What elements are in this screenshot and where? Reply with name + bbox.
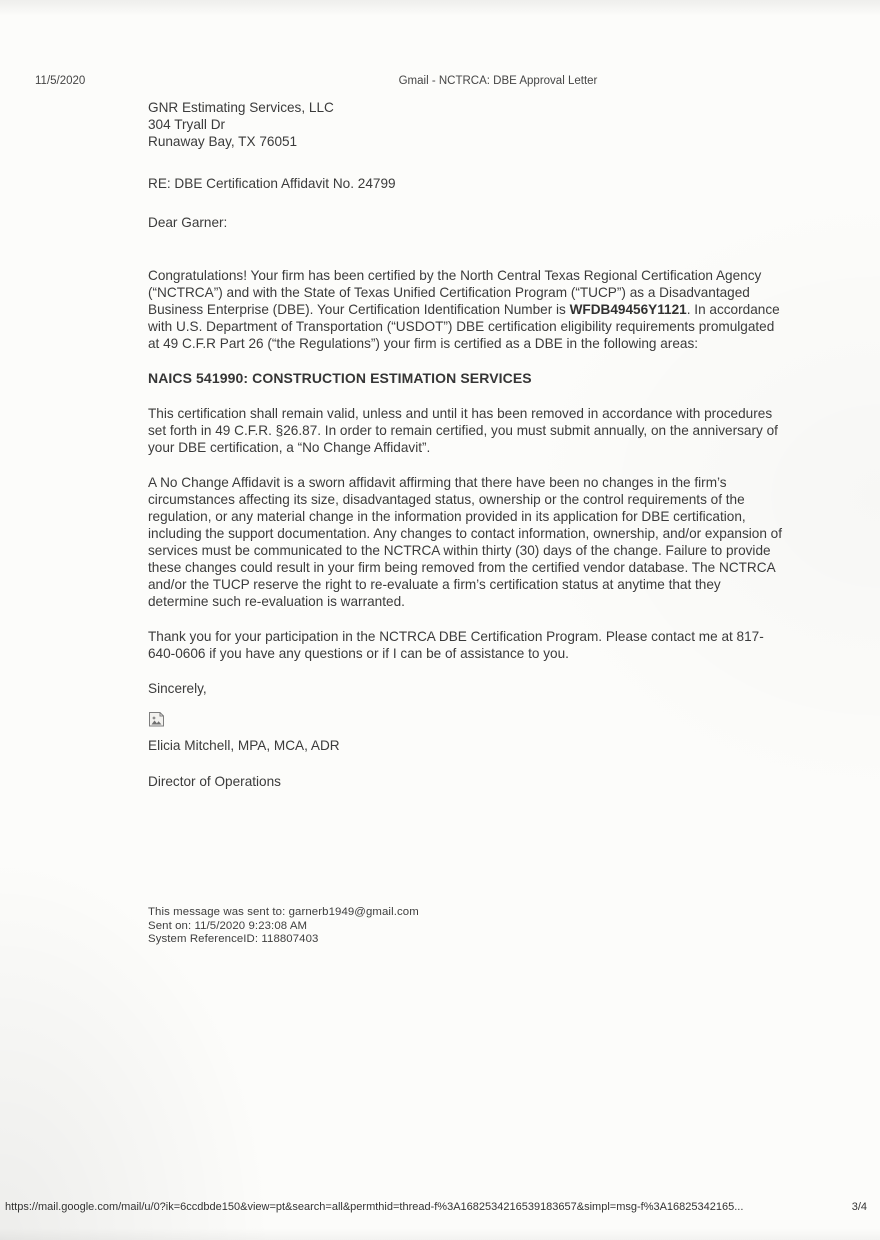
footer-page-number: 3/4	[851, 1201, 867, 1213]
re-line: RE: DBE Certification Affidavit No. 24799	[148, 176, 396, 191]
print-footer	[5, 1201, 867, 1213]
closing: Sincerely,	[148, 681, 207, 696]
meta-sent-on: Sent on: 11/5/2020 9:23:08 AM	[148, 919, 308, 932]
message-meta	[148, 906, 419, 947]
print-header	[0, 75, 880, 91]
broken-image-icon	[148, 711, 165, 732]
p1-text-before: Congratulations! Your firm has been certified by the North Central Texas Regional Certification Agency (“NCTRCA”) and with the State of Texas Unified Certification Program (“TUCP”) as a Disadvantaged Business Enterprise (DBE). Your Certification Identification Number is	[148, 268, 762, 317]
print-title: Gmail - NCTRCA: DBE Approval Letter	[398, 75, 598, 87]
signature-name: Elicia Mitchell, MPA, MCA, ADR	[148, 738, 340, 753]
footer-url: https://mail.google.com/mail/u/0?ik=6ccdbde150&view=pt&search=all&permthid=thread-f%3A1682534216539183657&simpl=msg-f%3A16825342165...	[5, 1201, 744, 1213]
recipient-address	[148, 99, 784, 150]
letter-body	[148, 99, 784, 809]
recipient-street: 304 Tryall Dr	[148, 117, 226, 132]
naics-heading: NAICS 541990: CONSTRUCTION ESTIMATION SERVICES	[148, 370, 532, 386]
recipient-company: GNR Estimating Services, LLC	[148, 100, 334, 115]
print-date: 11/5/2020	[35, 75, 86, 87]
recipient-city-state: Runaway Bay, TX 76051	[148, 134, 298, 149]
meta-reference-id: System ReferenceID: 118807403	[148, 933, 319, 945]
paragraph-certification-validity: This certification shall remain valid, unless and until it has been removed in accordance with procedures set forth in 49 C.F.R. §26.87. In order to remain certified, you must submit annually, on the anniversary of your DBE certification, a “No Change Affidavit”.	[148, 406, 778, 455]
signature-image-placeholder	[148, 711, 784, 733]
certification-id-number: WFDB49456Y1121	[569, 302, 687, 317]
paragraph-no-change-affidavit: A No Change Affidavit is a sworn affidavit affirming that there have been no changes in the firm’s circumstances affecting its size, disadvantaged status, ownership or the control requirements of the regulation, or any material change in the information provided in its application for DBE certification, including the support documentation. Any changes to contact information, ownership, and/or expansion of services must be communicated to the NCTRCA within thirty (30) days of the change. Failure to provide these changes could result in your firm being removed from the certified vendor database. The NCTRCA and/or the TUCP reserve the right to re-evaluate a firm’s certification status at anytime that they determine such re-evaluation is warranted.	[148, 475, 783, 609]
meta-sent-to: This message was sent to: garnerb1949@gmail.com	[148, 906, 419, 918]
salutation: Dear Garner:	[148, 215, 228, 230]
signature-title: Director of Operations	[148, 774, 281, 789]
paragraph-congratulations	[148, 267, 784, 352]
paragraph-thank-you: Thank you for your participation in the NCTRCA DBE Certification Program. Please contact me at 817-640-0606 if you have any questions or if I can be of assistance to you.	[148, 629, 764, 661]
p1-text-after: . In accordance with U.S. Department of Transportation (“USDOT”) DBE certification eligibility requirements promulgated at 49 C.F.R Part 26 (“the Regulations”) your firm is certified as a DBE in the following areas:	[148, 302, 780, 351]
